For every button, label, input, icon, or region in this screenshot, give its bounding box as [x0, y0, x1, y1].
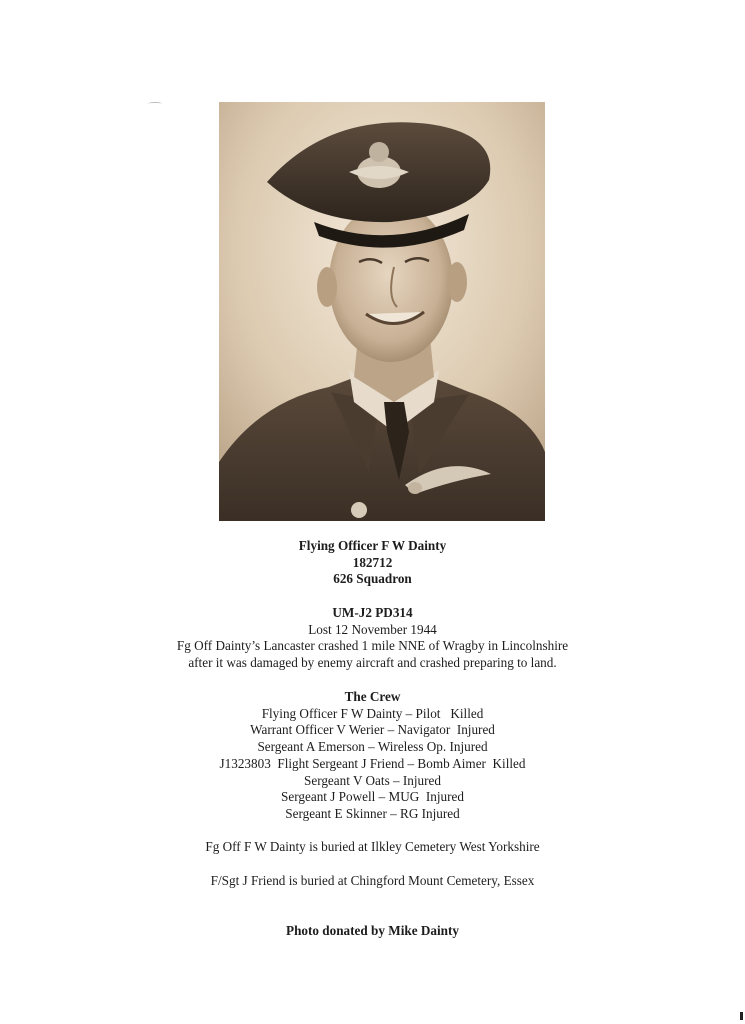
crew-member: Flying Officer F W Dainty – Pilot Killed	[261, 705, 484, 721]
loss-date: Lost 12 November 1944	[308, 621, 437, 637]
burial-friend-text: F/Sgt J Friend is buried at Chingford Mount Cemetery, Essex	[210, 873, 535, 888]
aircraft-code: UM-J2 PD314	[332, 605, 413, 620]
crew-member: Sergeant E Skinner – RG Injured	[285, 805, 460, 821]
officer-header	[0, 538, 745, 588]
crew-heading: The Crew	[344, 689, 401, 704]
portrait-photo	[219, 102, 545, 521]
scan-speck	[148, 102, 162, 105]
photo-credit	[0, 923, 745, 940]
crew-member: Sergeant A Emerson – Wireless Op. Injured	[257, 739, 488, 755]
scan-edge-mark	[740, 1012, 743, 1020]
photo-credit-text: Photo donated by Mike Dainty	[286, 923, 459, 938]
loss-description-1: Fg Off Dainty’s Lancaster crashed 1 mile NNE of Wragby in Lincolnshire	[176, 638, 569, 654]
officer-name: Flying Officer F W Dainty	[298, 538, 447, 553]
crew-member: Warrant Officer V Werier – Navigator Injured	[250, 722, 495, 738]
burial-dainty	[0, 839, 745, 856]
portrait-drawing	[219, 102, 545, 521]
burial-dainty-text: Fg Off F W Dainty is buried at Ilkley Cemetery West Yorkshire	[205, 839, 540, 854]
loss-details	[0, 605, 745, 672]
crew-member: Sergeant V Oats – Injured	[304, 772, 441, 788]
burial-friend	[0, 873, 745, 890]
crew-section	[0, 689, 745, 823]
squadron: 626 Squadron	[333, 571, 412, 587]
crew-member: J1323803 Flight Sergeant J Friend – Bomb Aimer Killed	[219, 755, 526, 771]
service-number: 182712	[352, 554, 393, 570]
crew-member: Sergeant J Powell – MUG Injured	[281, 789, 464, 805]
loss-description-2: after it was damaged by enemy aircraft and crashed preparing to land.	[188, 655, 557, 671]
